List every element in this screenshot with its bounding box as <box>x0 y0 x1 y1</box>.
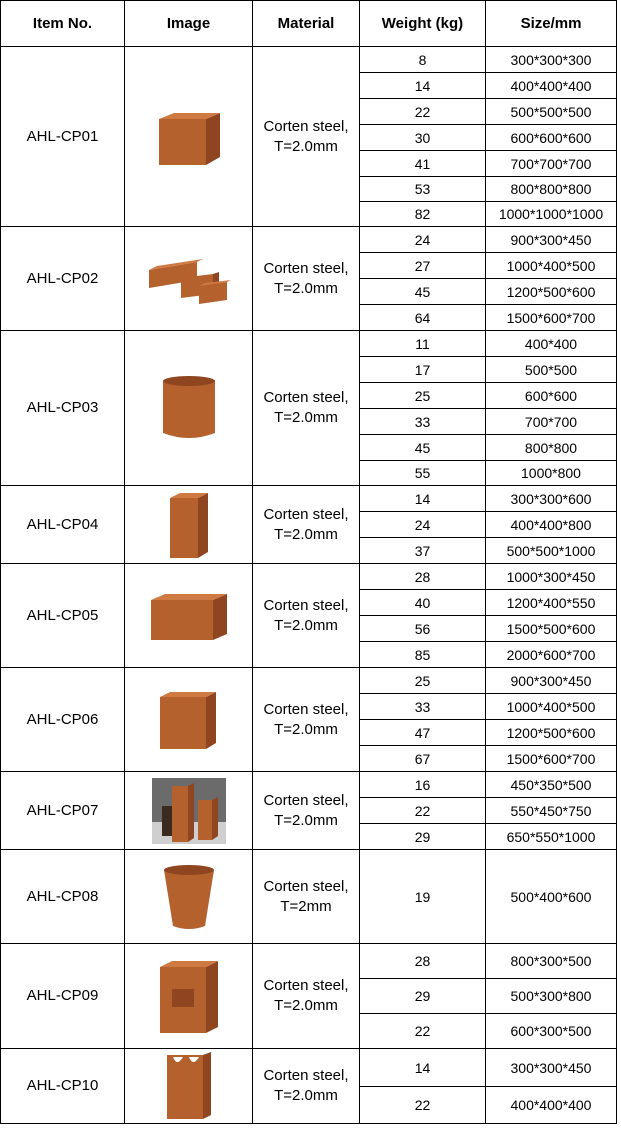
weight-cell: 33 <box>360 694 486 720</box>
weight-cell: 24 <box>360 227 486 253</box>
weight-cell: 45 <box>360 279 486 305</box>
weight-cell: 8 <box>360 47 486 73</box>
material-cell <box>253 486 360 564</box>
size-cell: 400*400*800 <box>486 512 617 538</box>
weight-cell: 64 <box>360 305 486 331</box>
weight-cell: 29 <box>360 824 486 850</box>
item-number-cell: AHL-CP09 <box>1 944 125 1049</box>
product-image-cell <box>125 1049 253 1124</box>
weight-cell: 17 <box>360 357 486 383</box>
product-image-cell <box>125 331 253 486</box>
material-line: T=2.0mm <box>274 1087 338 1104</box>
size-cell: 500*400*600 <box>486 850 617 944</box>
material-line: Corten steel, <box>263 389 349 406</box>
size-cell: 1000*800 <box>486 461 617 486</box>
size-cell: 700*700*700 <box>486 151 617 177</box>
weight-cell: 16 <box>360 772 486 798</box>
material-line: Corten steel, <box>263 700 349 718</box>
header-row <box>1 1 617 47</box>
weight-cell: 56 <box>360 616 486 642</box>
weight-cell: 47 <box>360 720 486 746</box>
item-number-cell: AHL-CP04 <box>1 486 125 564</box>
size-cell: 600*600 <box>486 383 617 409</box>
material-line: Corten steel, <box>263 259 349 277</box>
size-cell: 2000*600*700 <box>486 642 617 668</box>
size-cell: 1000*400*500 <box>486 694 617 720</box>
material-line: T=2.0mm <box>274 811 338 829</box>
material-line: Corten steel, <box>263 596 349 614</box>
size-cell: 500*500 <box>486 357 617 383</box>
material-line: Corten steel, <box>263 977 349 994</box>
material-line: T=2.0mm <box>274 720 338 738</box>
table-row <box>1 772 617 798</box>
size-cell: 300*300*450 <box>486 1049 617 1087</box>
weight-cell: 11 <box>360 331 486 357</box>
weight-cell: 19 <box>360 850 486 944</box>
product-image-cell <box>125 564 253 668</box>
material-line: T=2.0mm <box>274 616 338 634</box>
weight-cell: 55 <box>360 461 486 486</box>
product-image-cell <box>125 668 253 772</box>
material-cell <box>253 850 360 944</box>
square-corten-planter-icon <box>125 107 252 167</box>
size-cell: 550*450*750 <box>486 798 617 824</box>
product-image-cell <box>125 486 253 564</box>
size-cell: 1200*500*600 <box>486 279 617 305</box>
weight-cell: 28 <box>360 944 486 979</box>
round-corten-planter-icon <box>125 373 252 443</box>
table-row <box>1 47 617 73</box>
material-cell <box>253 1049 360 1124</box>
weight-cell: 67 <box>360 746 486 772</box>
header-weight: Weight (kg) <box>360 1 486 47</box>
table-row <box>1 331 617 357</box>
weight-cell: 14 <box>360 73 486 99</box>
table-row <box>1 486 617 512</box>
material-line: Corten steel, <box>263 505 349 523</box>
material-cell <box>253 944 360 1049</box>
size-cell: 1500*500*600 <box>486 616 617 642</box>
material-line: Corten steel, <box>263 1067 349 1084</box>
weight-cell: 41 <box>360 151 486 177</box>
item-number-cell: AHL-CP08 <box>1 850 125 944</box>
weight-cell: 25 <box>360 383 486 409</box>
weight-cell: 33 <box>360 409 486 435</box>
material-line: T=2.0mm <box>274 997 338 1014</box>
material-line: T=2mm <box>280 897 332 915</box>
narrow-rectangular-planter-icon <box>125 689 252 751</box>
weight-cell: 37 <box>360 538 486 564</box>
rectangular-planter-icon <box>125 590 252 642</box>
size-cell: 500*500*500 <box>486 99 617 125</box>
size-cell: 1200*400*550 <box>486 590 617 616</box>
size-cell: 800*300*500 <box>486 944 617 979</box>
size-cell: 300*300*300 <box>486 47 617 73</box>
size-cell: 450*350*500 <box>486 772 617 798</box>
item-number-cell: AHL-CP07 <box>1 772 125 850</box>
header-item-no: Item No. <box>1 1 125 47</box>
weight-cell: 82 <box>360 202 486 227</box>
table-row <box>1 668 617 694</box>
material-line: T=2.0mm <box>274 525 338 543</box>
header-image: Image <box>125 1 253 47</box>
weight-cell: 27 <box>360 253 486 279</box>
size-cell: 800*800*800 <box>486 177 617 202</box>
material-line: T=2.0mm <box>274 409 338 426</box>
material-cell <box>253 668 360 772</box>
weight-cell: 45 <box>360 435 486 461</box>
item-number-cell: AHL-CP02 <box>1 227 125 331</box>
size-cell: 400*400*400 <box>486 1087 617 1124</box>
material-cell <box>253 331 360 486</box>
weight-cell: 25 <box>360 668 486 694</box>
size-cell: 600*300*500 <box>486 1014 617 1049</box>
material-line: T=2.0mm <box>274 137 338 155</box>
tall-square-planter-icon <box>125 490 252 560</box>
size-cell: 400*400*400 <box>486 73 617 99</box>
weight-cell: 40 <box>360 590 486 616</box>
weight-cell: 14 <box>360 1049 486 1087</box>
size-cell: 300*300*600 <box>486 486 617 512</box>
material-cell <box>253 772 360 850</box>
size-cell: 1000*400*500 <box>486 253 617 279</box>
size-cell: 1000*1000*1000 <box>486 202 617 227</box>
planter-photo-icon <box>125 778 252 844</box>
weight-cell: 22 <box>360 1087 486 1124</box>
product-image-cell <box>125 227 253 331</box>
item-number-cell: AHL-CP05 <box>1 564 125 668</box>
item-number-cell: AHL-CP06 <box>1 668 125 772</box>
header-material: Material <box>253 1 360 47</box>
size-cell: 600*600*600 <box>486 125 617 151</box>
table-row <box>1 850 617 944</box>
header-size: Size/mm <box>486 1 617 47</box>
size-cell: 1000*300*450 <box>486 564 617 590</box>
size-cell: 1500*600*700 <box>486 746 617 772</box>
size-cell: 800*800 <box>486 435 617 461</box>
size-cell: 700*700 <box>486 409 617 435</box>
table-row <box>1 227 617 253</box>
size-cell: 650*550*1000 <box>486 824 617 850</box>
table-row <box>1 1049 617 1087</box>
product-image-cell <box>125 944 253 1049</box>
weight-cell: 85 <box>360 642 486 668</box>
material-line: Corten steel, <box>263 791 349 809</box>
size-cell: 1500*600*700 <box>486 305 617 331</box>
product-image-cell <box>125 850 253 944</box>
size-cell: 500*500*1000 <box>486 538 617 564</box>
material-line: Corten steel, <box>263 877 349 895</box>
product-image-cell <box>125 47 253 227</box>
material-line: Corten steel, <box>263 117 349 135</box>
weight-cell: 22 <box>360 1014 486 1049</box>
size-cell: 900*300*450 <box>486 668 617 694</box>
size-cell: 500*300*800 <box>486 979 617 1014</box>
size-cell: 400*400 <box>486 331 617 357</box>
weight-cell: 30 <box>360 125 486 151</box>
size-cell: 900*300*450 <box>486 227 617 253</box>
weight-cell: 22 <box>360 99 486 125</box>
window-cutout-planter-icon <box>125 957 252 1035</box>
material-line: T=2.0mm <box>274 279 338 297</box>
item-number-cell: AHL-CP03 <box>1 331 125 486</box>
weight-cell: 53 <box>360 177 486 202</box>
handled-planter-icon <box>125 1051 252 1121</box>
product-image-cell <box>125 772 253 850</box>
weight-cell: 22 <box>360 798 486 824</box>
trough-planter-set-icon <box>125 252 252 306</box>
weight-cell: 29 <box>360 979 486 1014</box>
weight-cell: 28 <box>360 564 486 590</box>
table-row <box>1 564 617 590</box>
material-cell <box>253 47 360 227</box>
size-cell: 1200*500*600 <box>486 720 617 746</box>
tapered-round-planter-icon <box>125 862 252 932</box>
table-row <box>1 944 617 979</box>
item-number-cell: AHL-CP01 <box>1 47 125 227</box>
material-cell <box>253 564 360 668</box>
weight-cell: 24 <box>360 512 486 538</box>
material-cell <box>253 227 360 331</box>
weight-cell: 14 <box>360 486 486 512</box>
item-number-cell: AHL-CP10 <box>1 1049 125 1124</box>
